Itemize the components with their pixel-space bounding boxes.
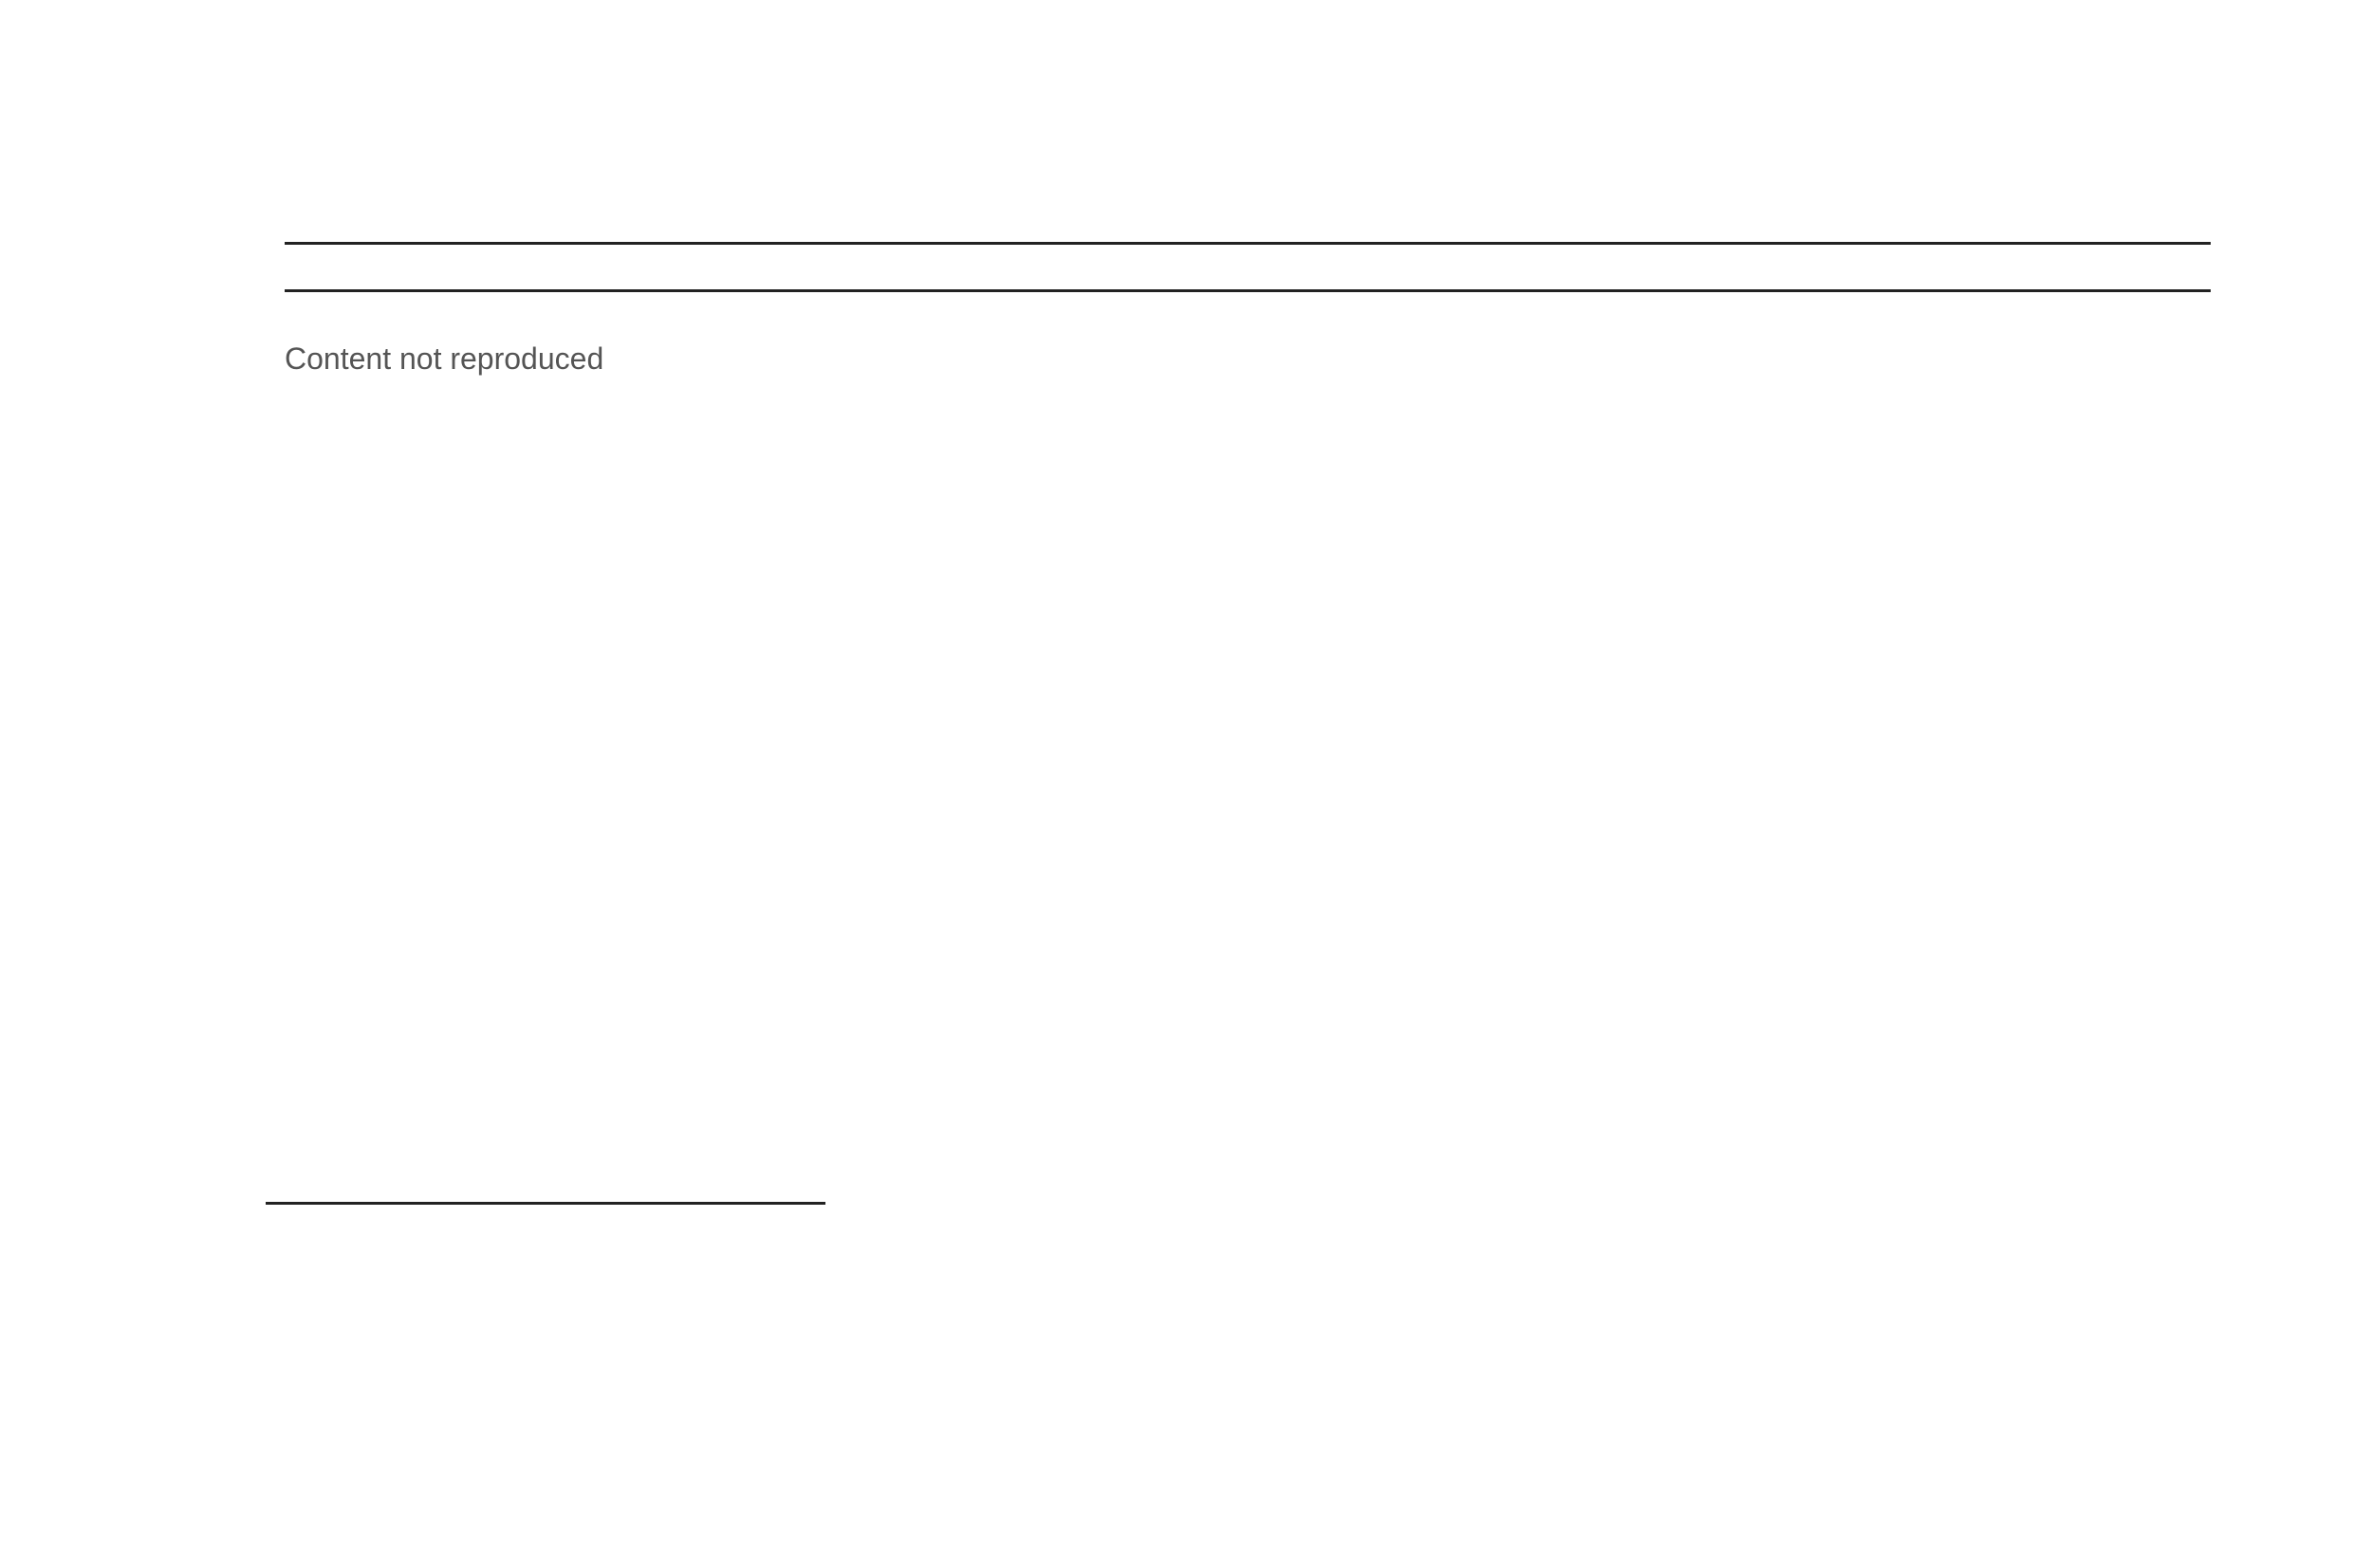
top-rule: [285, 242, 2211, 245]
header-rule: [285, 289, 2211, 292]
bottom-rule: [266, 1202, 825, 1205]
content-placeholder: Content not reproduced: [285, 341, 604, 376]
